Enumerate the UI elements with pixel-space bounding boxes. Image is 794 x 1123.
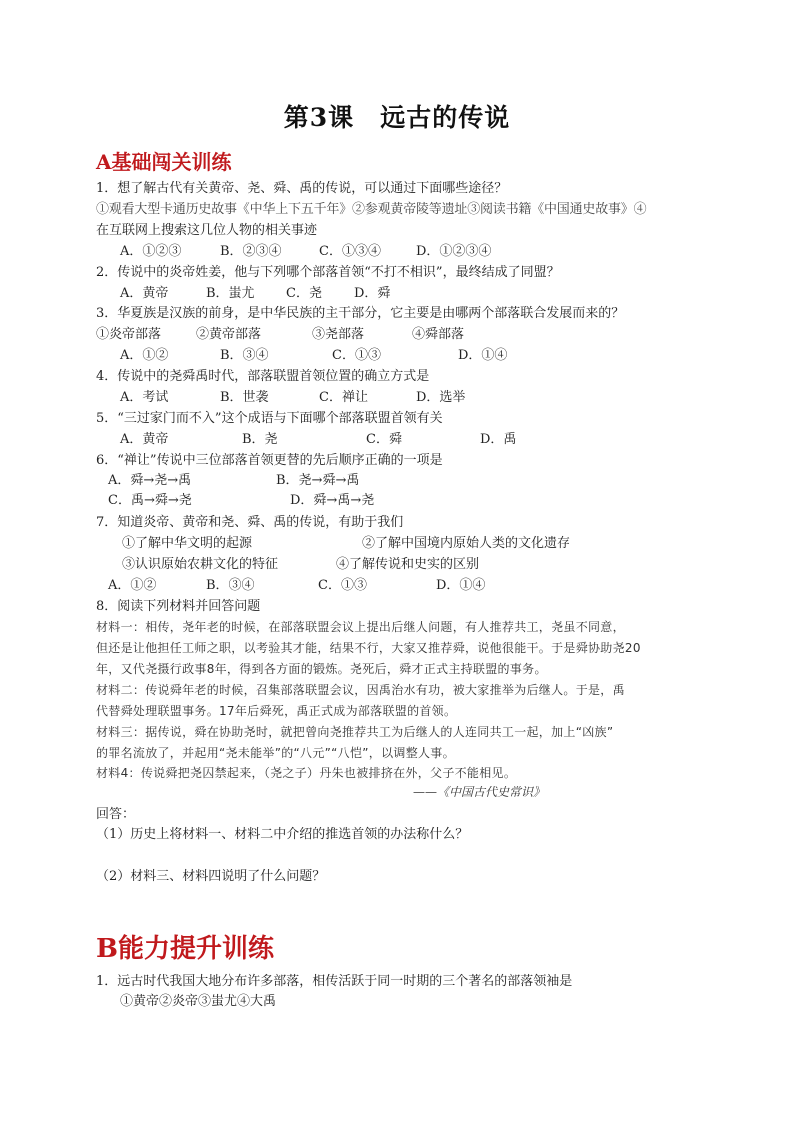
q2-option-c[interactable]: C．尧 <box>286 286 322 301</box>
q7-item-1: ①了解中华文明的起源 <box>122 536 253 551</box>
q8-source: ——《中国古代史常识》 <box>413 785 546 799</box>
q3-item-3: ③尧部落 <box>312 327 365 342</box>
q1-option-d[interactable]: D．①②③④ <box>416 244 492 259</box>
q6-stem: 6．“禅让”传说中三位部落首领更替的先后顺序正确的一项是 <box>96 453 443 468</box>
q6-option-d[interactable]: D．舜→禹→尧 <box>290 493 375 508</box>
q5-option-a[interactable]: A．黄帝 <box>120 432 169 447</box>
q8-material-line-5: 代替舜处理联盟事务。17年后舜死，禹正式成为部落联盟的首领。 <box>96 704 457 718</box>
q7-option-c[interactable]: C．①③ <box>318 578 367 593</box>
q7-item-2: ②了解中国境内原始人类的文化遗存 <box>362 536 571 551</box>
q8-material-line-4: 材料二：传说舜年老的时候，召集部落联盟会议，因禹治水有功，被大家推举为后继人。于是，禹 <box>96 683 625 697</box>
q7-stem: 7．知道炎帝、黄帝和尧、舜、禹的传说，有助于我们 <box>96 515 404 530</box>
q3-option-a[interactable]: A．①② <box>120 348 169 363</box>
q3-item-2: ②黄帝部落 <box>196 327 262 342</box>
q1-line3: 在互联网上搜索这几位人物的相关事迹 <box>96 223 318 238</box>
lesson-number: 第3课 <box>283 103 355 132</box>
q8-material-line-2: 但还是让他担任工师之职，以考验其才能，结果不行，大家又推荐舜，说他很能干。于是舜协助尧20 <box>96 641 641 655</box>
q4-option-a[interactable]: A．考试 <box>120 390 169 405</box>
q7-item-3: ③认识原始农耕文化的特征 <box>122 557 279 572</box>
q1-option-a[interactable]: A．①②③ <box>120 244 182 259</box>
section-b-heading: B能力提升训练 <box>96 934 274 964</box>
q3-option-d[interactable]: D．①④ <box>458 348 508 363</box>
section-a-heading: A基础闯关训练 <box>96 150 232 174</box>
q2-option-b[interactable]: B．蚩尤 <box>206 286 255 301</box>
q8-material-line-7: 的罪名流放了，并起用“尧未能举”的“八元”“八恺”，以调整人事。 <box>96 746 455 760</box>
q7-option-a[interactable]: A．①② <box>108 578 157 593</box>
q5-option-b[interactable]: B．尧 <box>242 432 278 447</box>
q3-stem: 3．华夏族是汉族的前身，是中华民族的主干部分，它主要是由哪两个部落联合发展而来的？ <box>96 306 625 321</box>
q2-stem: 2．传说中的炎帝姓姜，他与下列哪个部落首领“不打不相识”，最终结成了同盟？ <box>96 265 560 280</box>
q4-option-d[interactable]: D．选举 <box>416 390 466 405</box>
q8-material-line-3: 年，又代尧摄行政事8年，得到各方面的锻炼。尧死后，舜才正式主持联盟的事务。 <box>96 662 547 676</box>
q4-stem: 4．传说中的尧舜禹时代，部落联盟首领位置的确立方式是 <box>96 369 430 384</box>
lesson-name: 远古的传说 <box>380 103 511 132</box>
q8-stem: 8．阅读下列材料并回答问题 <box>96 599 261 614</box>
q6-option-c[interactable]: C．禹→舜→尧 <box>108 493 192 508</box>
q1-line2: ①观看大型卡通历史故事《中华上下五千年》②参观黄帝陵等遗址③阅读书籍《中国通史故事》④ <box>96 202 647 217</box>
q2-option-d[interactable]: D．舜 <box>354 286 391 301</box>
q3-option-c[interactable]: C．①③ <box>332 348 381 363</box>
q8-answer-label: 回答： <box>96 807 136 822</box>
q5-stem: 5．“三过家门而不入”这个成语与下面哪个部落联盟首领有关 <box>96 411 443 426</box>
q7-item-4: ④了解传说和史实的区别 <box>336 557 480 572</box>
q8-sub-question-1: （1）历史上将材料一、材料二中介绍的推选首领的办法称什么？ <box>96 827 469 842</box>
q1-option-c[interactable]: C．①③④ <box>319 244 381 259</box>
q1-stem: 1．想了解古代有关黄帝、尧、舜、禹的传说，可以通过下面哪些途径？ <box>96 181 508 196</box>
q5-option-d[interactable]: D．禹 <box>480 432 517 447</box>
q3-item-1: ①炎帝部落 <box>96 327 162 342</box>
q5-option-c[interactable]: C．舜 <box>366 432 402 447</box>
q8-material-line-6: 材料三：据传说，舜在协助尧时，就把曾向尧推荐共工为后继人的人连同共工一起，加上“凶族” <box>96 725 614 739</box>
q1-option-b[interactable]: B．②③④ <box>220 244 282 259</box>
q4-option-c[interactable]: C．禅让 <box>319 390 368 405</box>
b1-stem: 1．远古时代我国大地分布许多部落，相传活跃于同一时期的三个著名的部落领袖是 <box>96 974 573 989</box>
q6-option-b[interactable]: B．尧→舜→禹 <box>276 473 360 488</box>
q8-sub-question-2: （2）材料三、材料四说明了什么问题？ <box>96 869 326 884</box>
page-title <box>0 98 794 134</box>
q8-material-line-8: 材料4：传说舜把尧囚禁起来，（尧之子）丹朱也被排挤在外，父子不能相见。 <box>96 766 517 780</box>
q4-option-b[interactable]: B．世袭 <box>220 390 269 405</box>
q3-item-4: ④舜部落 <box>412 327 465 342</box>
q7-option-d[interactable]: D．①④ <box>436 578 486 593</box>
q2-option-a[interactable]: A．黄帝 <box>120 286 169 301</box>
q8-material-line-1: 材料一：相传，尧年老的时候，在部落联盟会议上提出后继人问题，有人推荐共工，尧虽不同意， <box>96 620 625 634</box>
q3-option-b[interactable]: B．③④ <box>220 348 269 363</box>
b1-items: ①黄帝②炎帝③蚩尤④大禹 <box>120 994 277 1009</box>
q6-option-a[interactable]: A．舜→尧→禹 <box>108 473 192 488</box>
q7-option-b[interactable]: B．③④ <box>206 578 255 593</box>
